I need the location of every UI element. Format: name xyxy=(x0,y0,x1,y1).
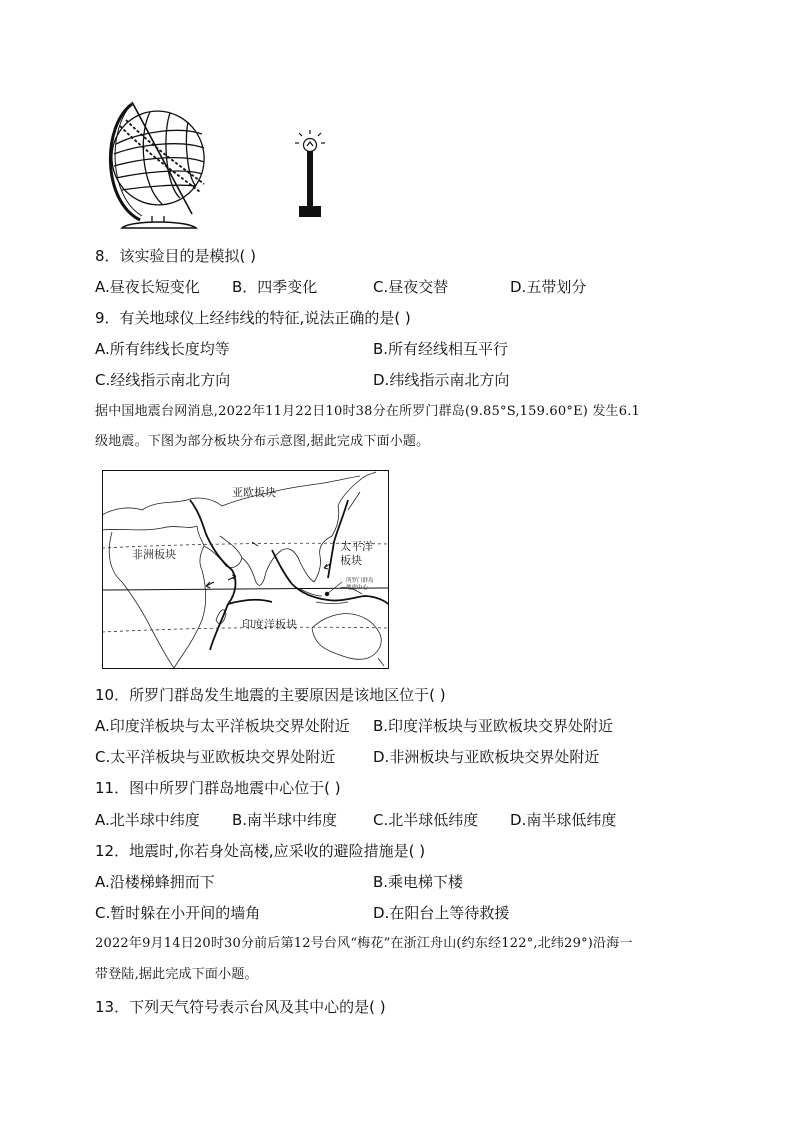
label-pacific-plate-line2: 板块 xyxy=(340,554,362,567)
q13-stem: 13．下列天气符号表示台风及其中心的是( ) xyxy=(95,998,386,1016)
q11-option-a[interactable]: A.北半球中纬度 xyxy=(95,811,200,829)
q9-stem: 9．有关地球仪上经纬线的特征,说法正确的是( ) xyxy=(95,309,411,327)
q8-option-a[interactable]: A.昼夜长短变化 xyxy=(95,278,200,296)
q8-option-b[interactable]: B．四季变化 xyxy=(232,278,318,296)
label-indian-ocean-plate: 印度洋板块 xyxy=(242,618,297,631)
q8-stem: 8．该实验目的是模拟( ) xyxy=(95,247,257,265)
q10-option-b[interactable]: B.印度洋板块与亚欧板块交界处附近 xyxy=(373,717,614,735)
q9-option-c[interactable]: C.经线指示南北方向 xyxy=(95,371,231,389)
plate-map xyxy=(102,470,389,670)
label-african-plate: 非洲板块 xyxy=(132,548,176,561)
passage-typhoon-line2: 带登陆,据此完成下面小题。 xyxy=(95,967,258,982)
q10-option-a[interactable]: A.印度洋板块与太平洋板块交界处附近 xyxy=(95,717,350,735)
q8-option-d[interactable]: D.五带划分 xyxy=(510,278,587,296)
passage-typhoon-line1: 2022年9月14日20时30分前后第12号台风“梅花”在浙江舟山(约东经122°,北纬29°)沿海一 xyxy=(95,936,633,951)
q12-option-d[interactable]: D.在阳台上等待救援 xyxy=(373,904,510,922)
q10-stem: 10．所罗门群岛发生地震的主要原因是该地区位于( ) xyxy=(95,686,446,704)
globe-illustration xyxy=(100,96,215,231)
q11-option-c[interactable]: C.北半球低纬度 xyxy=(373,811,479,829)
label-epicenter-line2: 地震中心 xyxy=(346,585,369,591)
q11-option-b[interactable]: B.南半球中纬度 xyxy=(232,811,338,829)
label-eurasian-plate: 亚欧板块 xyxy=(232,486,276,499)
q12-stem: 12．地震时,你若身处高楼,应采收的避险措施是( ) xyxy=(95,842,426,860)
q8-option-c[interactable]: C.昼夜交替 xyxy=(373,278,449,296)
lamp-illustration xyxy=(290,130,335,225)
q12-option-c[interactable]: C.暂时躲在小开间的墙角 xyxy=(95,904,261,922)
q9-option-a[interactable]: A.所有纬线长度均等 xyxy=(95,340,230,358)
q10-option-c[interactable]: C.太平洋板块与亚欧板块交界处附近 xyxy=(95,748,336,766)
passage-earthquake-line2: 级地震。下图为部分板块分布示意图,据此完成下面小题。 xyxy=(95,434,430,449)
passage-earthquake-line1: 据中国地震台网消息,2022年11月22日10时38分在所罗门群岛(9.85°S,159.60°E) 发生6.1 xyxy=(95,404,641,419)
q9-option-d[interactable]: D.纬线指示南北方向 xyxy=(373,371,510,389)
q12-option-a[interactable]: A.沿楼梯蜂拥而下 xyxy=(95,873,215,891)
q9-option-b[interactable]: B.所有经线相互平行 xyxy=(373,340,509,358)
q11-option-d[interactable]: D.南半球低纬度 xyxy=(510,811,617,829)
q12-option-b[interactable]: B.乘电梯下楼 xyxy=(373,873,464,891)
label-epicenter-line1: 所罗门群岛 xyxy=(346,578,374,584)
label-pacific-plate-line1: 太平洋 xyxy=(340,540,373,553)
q10-option-d[interactable]: D.非洲板块与亚欧板块交界处附近 xyxy=(373,748,600,766)
q11-stem: 11．图中所罗门群岛地震中心位于( ) xyxy=(95,779,341,797)
